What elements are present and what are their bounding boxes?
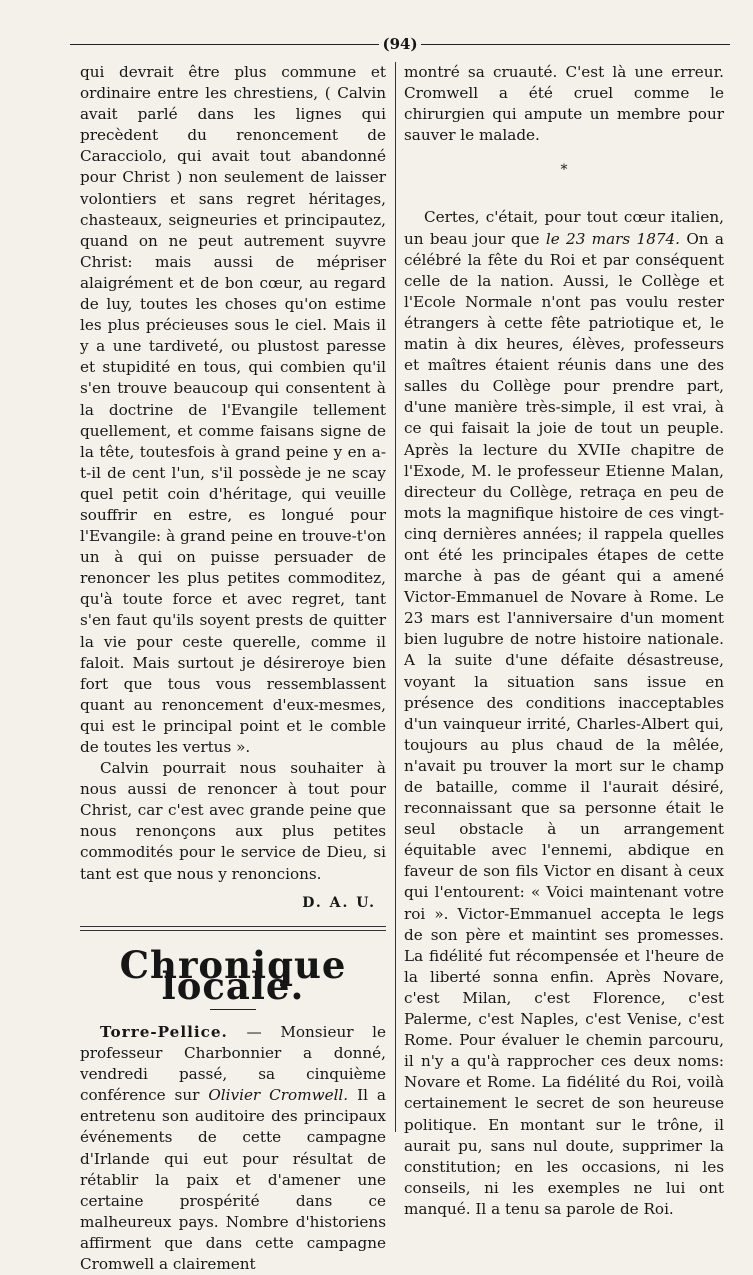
page-number: (94) (382, 35, 418, 53)
cromwell-continuation: montré sa cruauté. C'est là une erreur. Cromwell a été cruel comme le chirurgien qui ampute un membre pour sauver le malade. (404, 63, 724, 145)
fete-date: le 23 mars 1874. (545, 229, 681, 248)
right-column (404, 62, 724, 1220)
left-column (80, 62, 386, 1275)
section-title: Chronique locale. (119, 942, 347, 1008)
column-divider (395, 62, 396, 1132)
star-separator: * (560, 162, 568, 179)
news-place: Torre-Pellice. (100, 1022, 228, 1041)
header-rule-left (70, 44, 379, 45)
news-subject: Olivier Cromwell. (208, 1086, 349, 1105)
fete-start: Certes, c'était, pour tout cœur italien, un beau jour que (404, 208, 724, 248)
fete-rest: On a célébré la fête du Roi et par conséquent celle de la nation. Aussi, le Collège et l'Ecole Normale n'ont pas voulu rester étrangers à cette fête patriotique et, le matin à dix heures, élèves, professeurs et maîtres étaient réunis dans une des salles du Collège pour prendre part, d'une manière très-simple, il est vrai, à ce qui faisait la joie de tout un peuple. Après la lecture du XVIIe chapitre de l'Exode, M. le professeur Etienne Malan, directeur du Collège, retraça en peu de mots la magnifique histoire de ces vingt-cinq dernières années; il rappela quelles ont été les principales étapes de cette marche à pas de géant qui a amené Victor-Emmanuel de Novare à Rome. Le 23 mars est l'anniversaire d'un moment bien lugubre de notre histoire nationale. A la suite d'une défaite désastreuse, voyant la situation sans issue en présence des conditions inacceptables d'un vainqueur irrité, Charles-Albert qui, toujours au plus chaud de la mêlée, n'avait pu trouver la mort sur le champ de bataille, comme il l'aurait désiré, reconnaissant que sa personne était le seul obstacle à un arrangement équitable avec l'ennemi, abdique en faveur de son fils Victor en disant à ceux qui l'entourent: « Voici maintenant votre roi ». Victor-Emmanuel accepta le legs de son père et maintint ses promesses. La fidélité fut récompensée et l'heure de la liberté sonna enfin. Après Novare, c'est Milan, c'est Florence, c'est Palerme, c'est Naples, c'est Venise, c'est Rome. Pour évaluer le chemin parcouru, il n'y a qu'à rapprocher ces deux noms: Novare et Rome. La fidélité du Roi, voilà certainement le secret de son heureuse politique. En montant sur le trône, il aurait pu, sans nul doute, supprimer la constitution; en les occasions, ni les conseils, ni les exemples ne lui ont manqué. Il a tenu sa parole de Roi. (404, 229, 724, 1218)
section-divider (80, 926, 386, 931)
news-text: — Monsieur le professeur Charbonnier a donné, vendredi passé, sa cinquième conférence sur (80, 1022, 386, 1105)
page-header (70, 34, 730, 54)
fete-du-roi-paragraph (404, 207, 724, 1220)
header-rule-right (421, 44, 730, 45)
calvin-commentary-paragraph: Calvin pourrait nous souhaiter à nous aussi de renoncer à tout pour Christ, car c'est avec grande peine que nous renonçons aux plus petites commodités pour le service de Dieu, si tant est que nous y renoncions. (80, 759, 386, 883)
news-rest: Il a entretenu son auditoire des principaux événements de cette campagne d'Irlande qui eut pour résultat de rétablir la paix et d'amener une certaine prospérité dans ce malheureux pays. Nombre d'historiens affirment que dans cette campagne Cromwell a clairement (80, 1086, 386, 1273)
local-news-paragraph (80, 1022, 386, 1275)
title-underline (210, 1009, 256, 1010)
author-signature: D. A. U. (302, 894, 376, 911)
calvin-quote-paragraph: qui devrait être plus commune et ordinaire entre les chrestiens, ( Calvin avait parlé dans les lignes qui precèdent du renoncement de Caracciolo, qui avait tout abandonné pour Christ ) non seulement de laisser volontiers et sans regret héritages, chasteaux, seigneuries et principautez, quand on ne peut autrement suyvre Christ: mais aussi de mépriser alaigrément et de bon cœur, au regard de luy, toutes les choses qu'on estime les plus précieuses sous le ciel. Mais il y a une tardiveté, ou plustost paresse et stupidité en tous, qui combien qu'il s'en trouve beaucoup qui consentent à la doctrine de l'Evangile tellement quellement, et comme faisans signe de la tête, toutesfois à grand peine y en a-t-il de cent l'un, s'il possède je ne scay quel petit coin d'héritage, qui veuille souffrir en estre, es longué pour l'Evangile: à grand peine en trouve-t'on un à qui on puisse persuader de renoncer les plus petites commoditez, qu'à toute force et avec regret, tant s'en faut qu'ils soyent prests de quitter la vie pour ceste querelle, comme il faloit. Mais surtout je désireroye bien fort que tous vous ressemblassent quant au renoncement d'eux-mesmes, qui est le principal point et le comble de toutes les vertus ». (80, 63, 386, 756)
